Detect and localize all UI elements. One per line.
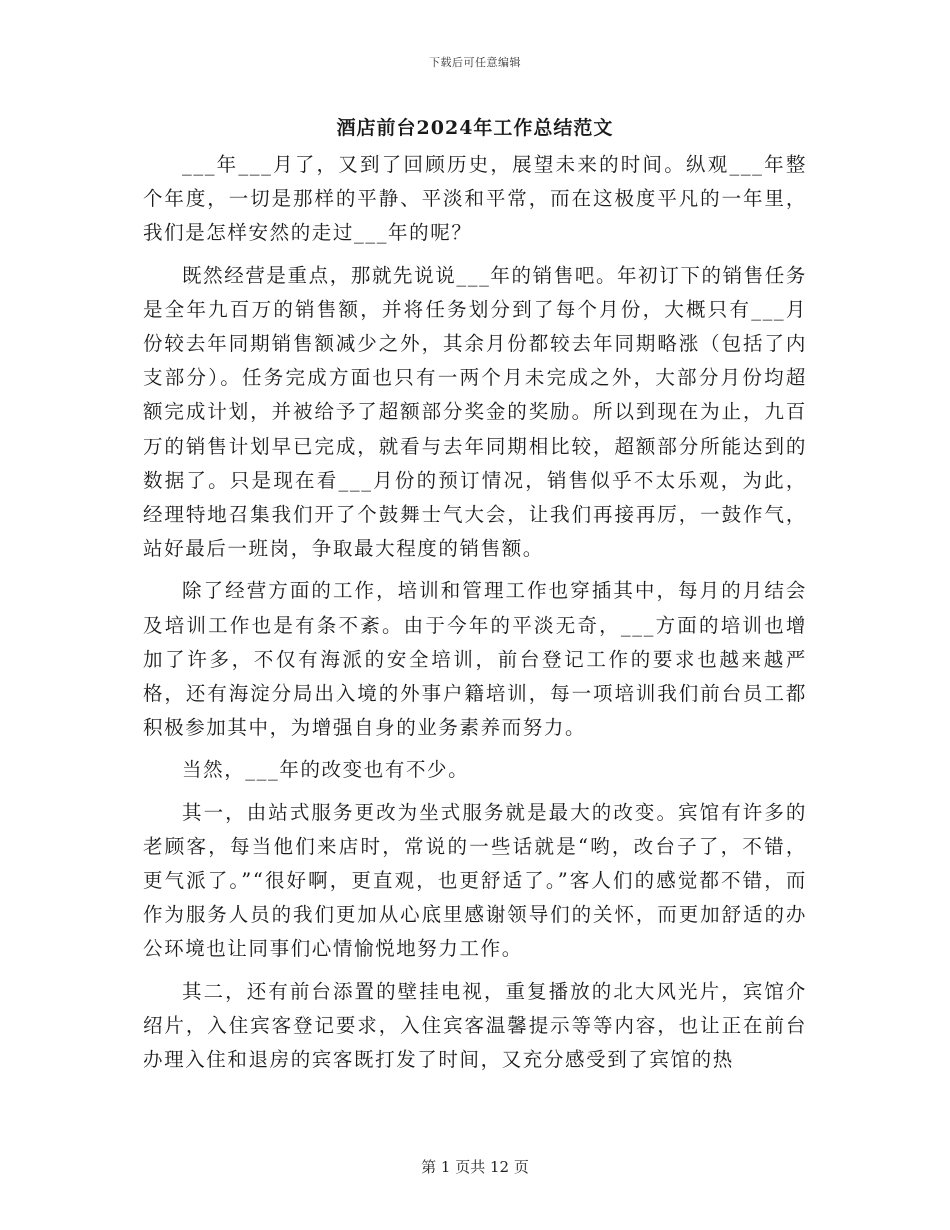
document-title: 酒店前台2024年工作总结范文 <box>336 117 614 139</box>
paragraph-training: 除了经营方面的工作，培训和管理工作也穿插其中，每月的月结会及培训工作也是有条不紊。由于今年的平淡无奇，___方面的培训也增加了许多，不仅有海派的安全培训，前台登记工作的要求也越来越严格，还有海淀分局出入境的外事户籍培训，每一项培训我们前台员工都积极参加其中，为增强自身的业务素养而努力。 <box>143 579 807 740</box>
page-number: 第 1 页共 12 页 <box>421 1158 529 1176</box>
paragraph-intro: ___年___月了，又到了回顾历史，展望未来的时间。纵观___年整个年度，一切是那样的平静、平淡和平常，而在这极度平凡的一年里，我们是怎样安然的走过___年的呢？ <box>143 153 807 245</box>
paragraph-sales: 既然经营是重点，那就先说说___年的销售吧。年初订下的销售任务是全年九百万的销售额，并将任务划分到了每个月份，大概只有___月份较去年同期销售额减少之外，其余月份都较去年同期略涨（包括了内支部分）。任务完成方面也只有一两个月未完成之外，大部分月份均超额完成计划，并被给予了超额部分奖金的奖励。所以到现在为止，九百万的销售计划早已完成，就看与去年同期相比较，超额部分所能达到的数据了。只是现在看___月份的预订情况，销售似乎不太乐观，为此，经理特地召集我们开了个鼓舞士气大会，让我们再接再厉，一鼓作气，站好最后一班岗，争取最大程度的销售额。 <box>143 263 807 561</box>
document-body <box>143 148 807 1085</box>
paragraph-changes-intro: 当然，___年的改变也有不少。 <box>182 758 470 782</box>
paragraph-change-two: 其二，还有前台添置的壁挂电视，重复播放的北大风光片，宾馆介绍片，入住宾客登记要求，入住宾客温馨提示等等内容，也让正在前台办理入住和退房的宾客既打发了时间，又充分感受到了宾馆的热 <box>143 979 807 1072</box>
page-header-note: 下载后可任意编辑 <box>429 56 521 69</box>
paragraph-change-one: 其一，由站式服务更改为坐式服务就是最大的改变。宾馆有许多的老顾客，每当他们来店时，常说的一些话就是“哟，改台子了，不错，更气派了。”“很好啊，更直观，也更舒适了。”客人们的感觉都不错，而作为服务人员的我们更加从心底里感谢领导们的关怀，而更加舒适的办公环境也让同事们心情愉悦地努力工作。 <box>143 800 807 961</box>
